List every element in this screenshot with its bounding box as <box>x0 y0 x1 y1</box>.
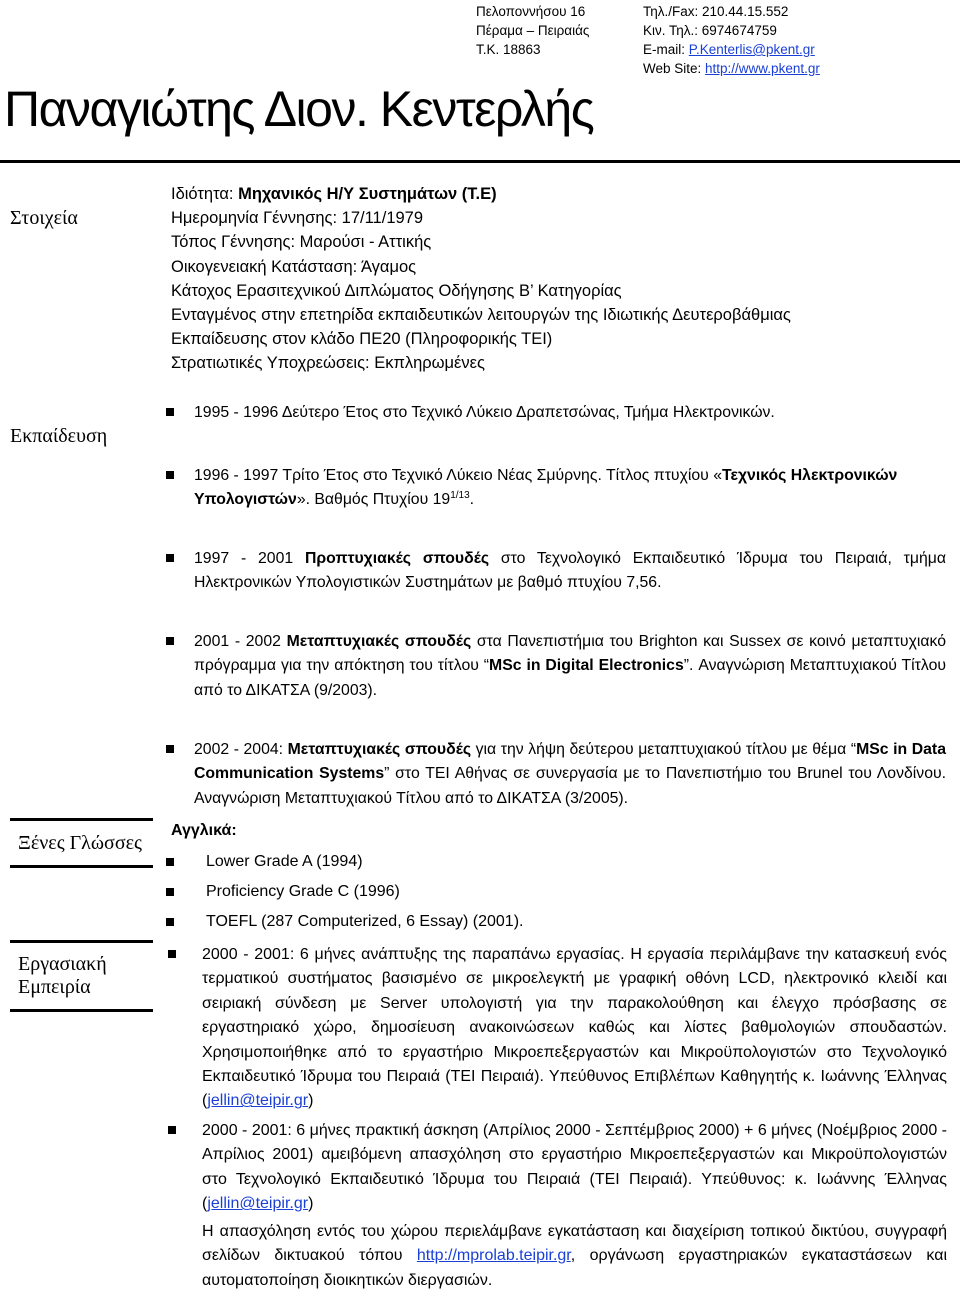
email-link[interactable]: jellin@teipir.gr <box>207 1092 309 1110</box>
bullet <box>166 745 174 753</box>
education-item <box>166 630 946 703</box>
education-item <box>166 464 946 513</box>
text-span: για την λήψη δεύτερου μεταπτυχιακού τίτλου με θέμα “ <box>471 741 857 758</box>
studies-type: Μεταπτυχιακές σπουδές <box>287 741 472 758</box>
address-street: Πελοποννήσου 16 <box>476 4 586 19</box>
website-link[interactable]: http://www.pkent.gr <box>705 61 820 76</box>
text-span: , οργάνωση εργαστηριακών εγκαταστάσεων και αυτοματοποίηση διοικητικών διεργασιών. <box>202 1247 947 1289</box>
experience-item-text <box>202 1220 947 1293</box>
text-span: Η απασχόληση εντός του χώρου περιελάμβανε εγκατάσταση και διαχείριση τοπικού δικτύου, συγγραφή σελίδων δικτυακού τόπου <box>202 1223 947 1265</box>
address-postcode: Τ.Κ. 18863 <box>476 42 541 57</box>
degree-title: MSc in Digital Electronics <box>489 657 684 675</box>
section-experience <box>10 940 153 1012</box>
driving-license: Κάτοχος Ερασιτεχνικού Διπλώματος Οδήγησης Β’ Κατηγορίας <box>171 281 622 300</box>
website-link[interactable]: http://mprolab.teipir.gr <box>416 1247 571 1265</box>
text-span: 2002 - 2004: <box>194 741 288 758</box>
bullet <box>168 1126 176 1134</box>
education-item <box>166 738 946 811</box>
language-item-text: TOEFL (287 Computerized, 6 Essay) (2001). <box>206 913 524 930</box>
section-experience-line1: Εργασιακή <box>18 953 107 975</box>
phone: Τηλ./Fax: 210.44.15.552 <box>643 4 789 19</box>
text-span: 1996 - 1997 Τρίτο Έτος στο Τεχνικό Λύκειο Νέας Σμύρνης. Τίτλος πτυχίου « <box>194 467 722 484</box>
website-label: Web Site: <box>643 61 706 76</box>
experience-item <box>168 1119 947 1217</box>
language-item-text: Proficiency Grade C (1996) <box>206 883 400 900</box>
bullet <box>166 637 174 645</box>
text-span: 2000 - 2001: 6 μήνες πρακτική άσκηση (Απρίλιος 2000 - Σεπτέμβριος 2000) + 6 μήνες (Νοέμβριος 2000 - Απρίλιος 2001) αμειβόμενη απασχόληση στο εργαστήριο Μικροεπεξεργαστών και Μικροϋπολογιστών στο Τεχνολογικό Εκπαιδευτικό Ίδρυμα του Πειραιά (ΤΕΙ Πειραιά). Υπεύθυνος: κ. Ιωάννης Έλληνας ( <box>202 1122 947 1213</box>
degree-title: MSc in Data Communication Systems <box>194 741 946 783</box>
language-item <box>166 911 523 933</box>
education-item-text <box>194 630 946 703</box>
address-city: Πέραμα – Πειραιάς <box>476 23 590 38</box>
specialty-label: Ιδιότητα: <box>171 185 239 203</box>
section-experience-line2: Εμπειρία <box>18 976 91 998</box>
experience-item <box>168 943 947 1114</box>
marital-status: Οικογενειακή Κατάσταση: Άγαμος <box>171 257 417 276</box>
personal-info <box>171 182 791 376</box>
section-languages: Ξένες Γλώσσες <box>10 818 153 868</box>
education-item <box>166 401 946 425</box>
text-span: ». Βαθμός Πτυχίου 19 <box>296 491 451 509</box>
specialty-value: Μηχανικός Η/Υ Συστημάτων (Τ.Ε) <box>238 185 497 203</box>
degree-title: Τεχνικός Ηλεκτρονικών Υπολογιστών <box>194 467 898 509</box>
text-span: ” στο ΤΕΙ Αθήνας σε συνεργασία με το Πανεπιστήμιο του Brunel του Λονδίνου. Αναγνώριση Μεταπτυχιακού Τίτλου από το ΔΙΚΑΤΣΑ (3/2005). <box>194 765 947 807</box>
education-item-text <box>194 464 946 513</box>
contact-block <box>643 2 820 78</box>
email-link[interactable]: jellin@teipir.gr <box>207 1195 309 1213</box>
experience-item-text <box>202 1119 947 1217</box>
bullet <box>166 858 174 866</box>
bullet <box>166 554 174 562</box>
birth-date: Ημερομηνία Γέννησης: 17/11/1979 <box>171 209 424 228</box>
education-item-text <box>194 547 946 596</box>
bullet <box>168 950 176 958</box>
language-item-text: Lower Grade A (1994) <box>206 853 363 870</box>
section-personal: Στοιχεία <box>10 207 78 229</box>
bullet <box>166 471 174 479</box>
experience-item-text <box>202 943 947 1114</box>
section-education: Εκπαίδευση <box>10 425 108 447</box>
text-span: . <box>469 491 475 509</box>
teacher-registry-line1: Ενταγμένος στην επετηρίδα εκπαιδευτικών λειτουργών της Ιδιωτικής Δευτεροβάθμιας <box>171 306 791 325</box>
birth-place: Τόπος Γέννησης: Μαρούσι - Αττικής <box>171 233 432 252</box>
education-item-text: 1995 - 1996 Δεύτερο Έτος στο Τεχνικό Λύκειο Δραπετσώνας, Τμήμα Ηλεκτρονικών. <box>194 404 775 421</box>
header-divider <box>0 160 960 163</box>
specialty-line <box>171 182 791 206</box>
studies-type: Μεταπτυχιακές σπουδές <box>286 633 472 650</box>
studies-type: Προπτυχιακές σπουδές <box>304 550 490 567</box>
language-heading: Αγγλικά: <box>171 822 237 839</box>
text-span: στα Πανεπιστήμια του Brighton και Sussex σε κοινό μεταπτυχιακό πρόγραμμα για την απόκτηση του τίτλου “ <box>194 633 946 675</box>
bullet <box>166 888 174 896</box>
bullet <box>166 408 174 416</box>
email-link[interactable]: P.Kenterlis@pkent.gr <box>688 42 815 57</box>
military-service: Στρατιωτικές Υποχρεώσεις: Εκπληρωμένες <box>171 354 485 373</box>
email-label: E-mail: <box>643 42 689 57</box>
education-item <box>166 547 946 596</box>
text-span: 2001 - 2002 <box>194 633 287 650</box>
text-span: ”. Αναγνώριση Μεταπτυχιακού Τίτλου από το ΔΙΚΑΤΣΑ (9/2003). <box>194 657 946 699</box>
text-span: ) <box>308 1195 314 1213</box>
text-span: 1997 - 2001 <box>194 550 305 567</box>
education-item-text <box>194 738 946 811</box>
email-line <box>643 40 820 59</box>
text-span: ) <box>308 1092 314 1110</box>
experience-item <box>168 1220 947 1293</box>
language-item <box>166 881 400 903</box>
language-item <box>166 851 363 873</box>
mobile: Κιν. Τηλ.: 6974674759 <box>643 23 777 38</box>
person-name: Παναγιώτης Διον. Κεντερλής <box>4 81 594 137</box>
text-span: στο Τεχνολογικό Εκπαιδευτικό Ίδρυμα του Πειραιά, τμήμα Ηλεκτρονικών Υπολογιστικών Συστημάτων με βαθμό πτυχίου 7,56. <box>194 550 946 592</box>
grade-fraction: 1/13 <box>450 490 470 502</box>
teacher-registry-line2: Εκπαίδευσης στον κλάδο ΠΕ20 (Πληροφορικής ΤΕΙ) <box>171 330 553 349</box>
bullet <box>166 918 174 926</box>
text-span: 2000 - 2001: 6 μήνες ανάπτυξης της παραπάνω εργασίας. Η εργασία περιλάμβανε την κατασκευή ενός τερματικού συστήματος βασισμένο σε μικροελεγκτή με γραφική οθόνη LCD, ηλεκτρονικό κλειδί και σειριακή σύνδεση με Server υπολογιστή για την παρακολούθηση και έλεγχο πρόσβασης σε εργαστηριακό χώρο, δημοσίευση ανακοινώσεων καθώς και λίστες βαθμολογιών σπουδαστών. Χρησιμοποιήθηκε από το εργαστήριο Μικροεπεξεργαστών και Μικροϋπολογιστών στο Τεχνολογικό Εκπαιδευτικό Ίδρυμα του Πειραιά (ΤΕΙ Πειραιά). Υπεύθυνος Επιβλέπων Καθηγητής κ. Ιωάννης Έλληνας ( <box>202 946 947 1110</box>
address-block <box>476 2 589 59</box>
website-line <box>643 59 820 78</box>
